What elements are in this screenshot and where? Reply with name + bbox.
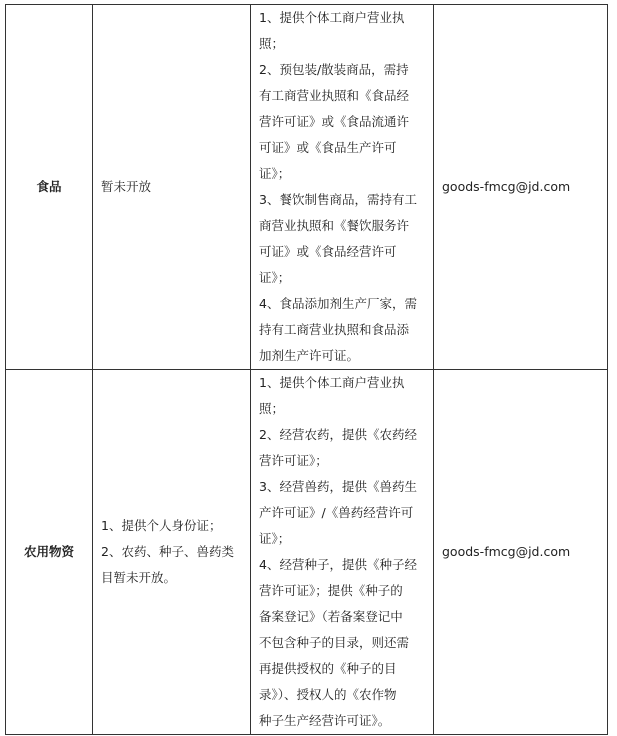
personal-requirements-cell: [93, 370, 251, 735]
table-row-agricultural: [6, 370, 608, 735]
category-cell: 食品: [6, 5, 93, 370]
qualification-table: [5, 4, 608, 735]
contact-email-cell: goods-fmcg@jd.com: [434, 370, 608, 735]
enterprise-requirements-cell: [251, 370, 434, 735]
requirement-item: 4、食品添加剂生产厂家，需 持有工商营业执照和食品添 加剂生产许可证。: [259, 296, 417, 363]
requirement-item: 4、经营种子，提供《种子经 营许可证》；提供《种子的 备案登记》（若备案登记中 不包含种子的目录，则还需 再提供授权的《种子的目 录》）、授权人的《农作物 种子生产经营许可证》。: [259, 557, 417, 728]
requirement-item: 1、提供个体工商户营业执 照；: [259, 10, 405, 51]
requirement-item: 2、预包装/散装商品，需持 有工商营业执照和《食品经 营许可证》或《食品流通许 可证》或《食品生产许可 证》；: [259, 62, 410, 181]
enterprise-requirements-cell: [251, 5, 434, 370]
table-row-food: [6, 5, 608, 370]
requirement-item: 3、餐饮制售商品，需持有工 商营业执照和《餐饮服务许 可证》或《食品经营许可 证》；: [259, 192, 417, 285]
requirement-item: 1、提供个体工商户营业执 照；: [259, 375, 405, 416]
requirement-item: 暂未开放: [101, 179, 152, 194]
requirement-item: 2、经营农药，提供《农药经 营许可证》；: [259, 427, 417, 468]
requirement-item: 1、提供个人身份证；: [101, 518, 222, 533]
contact-email-cell: goods-fmcg@jd.com: [434, 5, 608, 370]
requirement-item: 2、农药、种子、兽药类 目暂未开放。: [101, 544, 234, 585]
personal-requirements-cell: [93, 5, 251, 370]
requirement-item: 3、经营兽药，提供《兽药生 产许可证》/《兽药经营许可 证》；: [259, 479, 417, 546]
category-cell: 农用物资: [6, 370, 93, 735]
